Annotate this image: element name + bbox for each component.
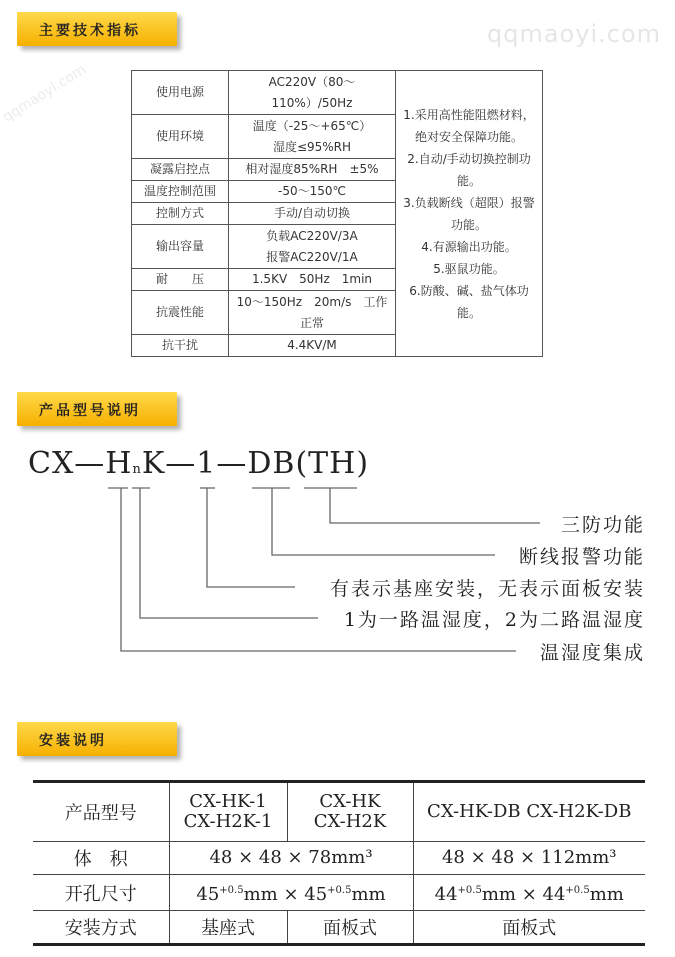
hole-b: 45 <box>304 883 328 905</box>
model-desc-2: 断线报警功能 <box>518 546 645 568</box>
install-model-c1a: CX-HK-1 <box>189 791 267 812</box>
install-model-c1 <box>169 782 287 842</box>
spec-value-line: 1.5KV 50Hz 1min <box>251 272 373 286</box>
spec-label: 输出容量 <box>132 225 229 269</box>
install-label-mount: 安装方式 <box>33 911 169 945</box>
hole-b-tol: +0.5 <box>327 884 352 896</box>
spec-value-line: 10～150Hz 20m/s 工作 <box>236 294 388 309</box>
hole-a: 45 <box>196 883 220 905</box>
install-label-hole: 开孔尺寸 <box>33 875 169 911</box>
spec-value-line: 湿度≤95%RH <box>272 139 352 154</box>
hole3-mm: mm <box>589 883 624 905</box>
install-model-c2 <box>287 782 413 842</box>
hole3-mm-x: mm × <box>481 883 543 905</box>
install-volume-3: 48 × 48 × 112mm³ <box>413 842 645 875</box>
install-row-hole <box>33 875 645 911</box>
spec-label: 使用电源 <box>132 71 229 115</box>
section-badge-install <box>17 722 177 756</box>
spec-value-line: 4.4KV/M <box>287 338 337 352</box>
model-desc-1: 三防功能 <box>560 514 645 536</box>
install-mount-3: 面板式 <box>413 911 645 945</box>
watermark: qqmaoyi.com <box>487 20 661 48</box>
feature-item: 5.驱鼠功能。 <box>433 261 505 276</box>
model-code-part1: CX—H <box>28 446 133 481</box>
spec-value-line: -50～150℃ <box>278 184 346 198</box>
feature-item: 4.有源输出功能。 <box>421 239 517 254</box>
model-desc-4: 1为一路温湿度，2为二路温湿度 <box>343 609 645 631</box>
hole-a-tol: +0.5 <box>219 884 244 896</box>
install-label-model: 产品型号 <box>33 782 169 842</box>
hole-mm-x: mm × <box>243 883 305 905</box>
hole-b3: 44 <box>542 883 566 905</box>
spec-label: 抗震性能 <box>132 291 229 335</box>
section-title-install: 安装说明 <box>39 733 107 749</box>
spec-label: 凝露启控点 <box>132 159 229 181</box>
hole-b3-tol: +0.5 <box>565 884 590 896</box>
spec-label: 耐 压 <box>132 269 229 291</box>
feature-item: 3.负载断线（超限）报警功能。 <box>403 195 535 232</box>
install-row-model <box>33 782 645 842</box>
spec-value-line: 相对湿度85%RH ±5% <box>245 162 379 176</box>
spec-value-line: 负载AC220V/3A <box>266 228 358 243</box>
hole-mm: mm <box>351 883 386 905</box>
spec-value-line: 正常 <box>299 315 324 330</box>
spec-value-line: AC220V（80～ <box>268 74 356 89</box>
model-code-sub: n <box>132 462 142 477</box>
model-desc-5: 温湿度集成 <box>539 642 645 664</box>
install-model-c1b: CX-H2K-1 <box>183 811 273 832</box>
spec-value-line: 110%）/50Hz <box>271 95 353 110</box>
install-hole-3 <box>413 875 645 911</box>
install-row-volume <box>33 842 645 875</box>
spec-value-line: 温度（-25～+65℃） <box>252 118 372 133</box>
install-model-c2b: CX-H2K <box>313 811 387 832</box>
spec-label: 抗干扰 <box>132 335 229 357</box>
feature-item: 2.自动/手动切换控制功能。 <box>407 151 531 188</box>
install-row-mount <box>33 911 645 945</box>
install-label-volume: 体 积 <box>33 842 169 875</box>
hole-a3: 44 <box>434 883 458 905</box>
section-title-model: 产品型号说明 <box>39 403 141 419</box>
spec-value-line: 报警AC220V/1A <box>266 249 358 264</box>
feature-item: 6.防酸、碱、盐气体功能。 <box>409 283 529 320</box>
model-code-part2: K—1—DB(TH) <box>141 446 370 481</box>
install-table <box>33 780 645 946</box>
install-hole-12 <box>169 875 413 911</box>
model-desc-3: 有表示基座安装，无表示面板安装 <box>329 578 645 600</box>
section-title-specs: 主要技术指标 <box>39 23 141 39</box>
spec-label: 控制方式 <box>132 203 229 225</box>
install-model-c3: CX-HK-DB CX-H2K-DB <box>413 782 645 842</box>
spec-value-line: 手动/自动切换 <box>273 206 351 220</box>
hole-a3-tol: +0.5 <box>457 884 482 896</box>
install-mount-1: 基座式 <box>169 911 287 945</box>
feature-item: 1.采用高性能阻燃材料，绝对安全保障功能。 <box>403 107 535 144</box>
install-mount-2: 面板式 <box>287 911 413 945</box>
spec-label: 使用环境 <box>132 115 229 159</box>
spec-label: 温度控制范围 <box>132 181 229 203</box>
install-volume-12: 48 × 48 × 78mm³ <box>169 842 413 875</box>
install-model-c2a: CX-HK <box>319 791 381 812</box>
watermark-diagonal: qqmaoyi.com <box>0 61 90 126</box>
